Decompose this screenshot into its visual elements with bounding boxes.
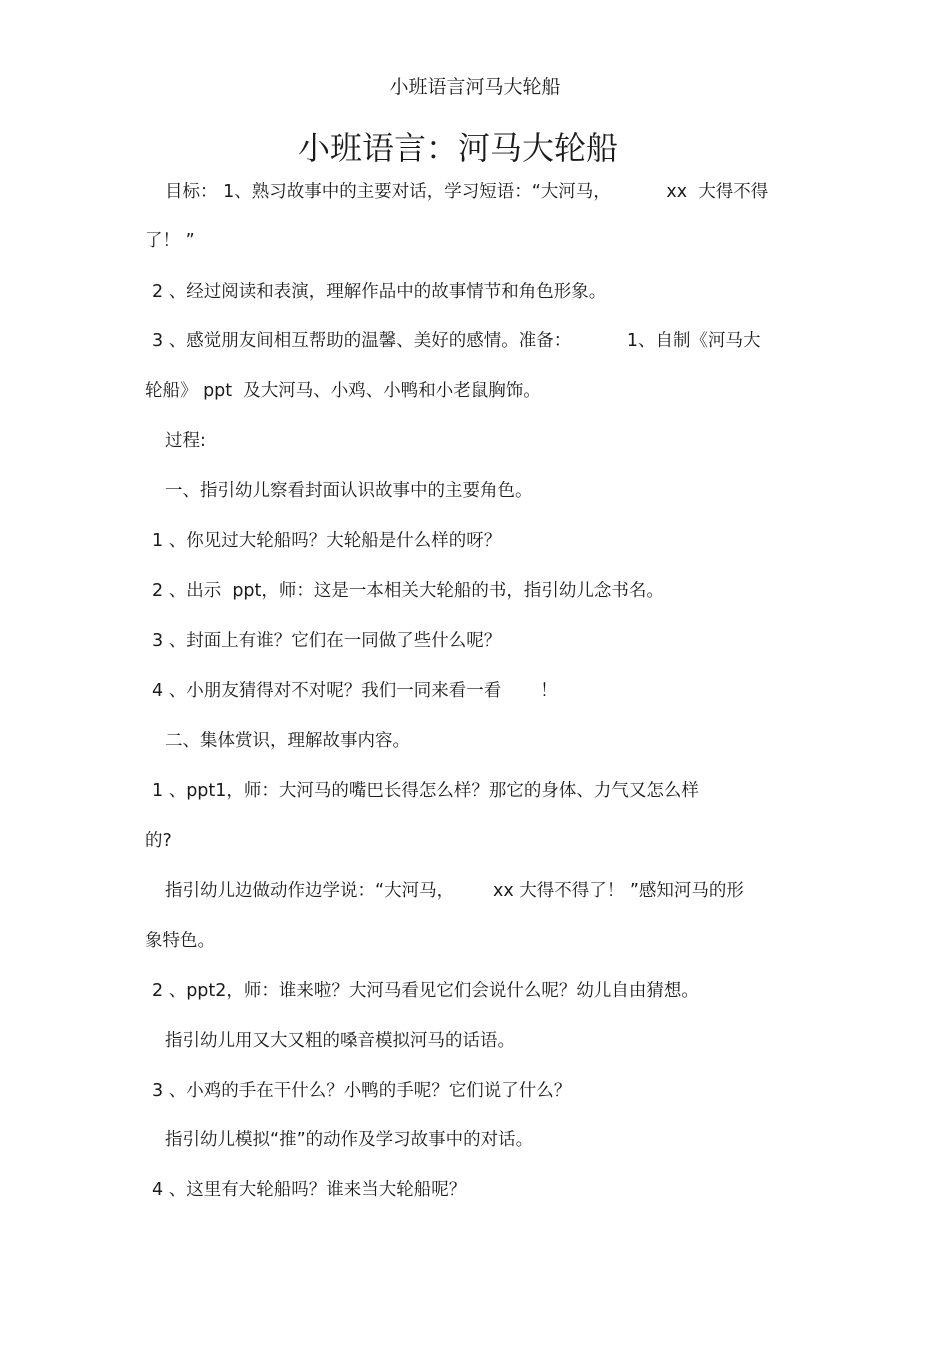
paragraph-line: 轮船》 ppt 及大河马、小鸡、小鸭和小老鼠胸饰。 <box>145 381 541 401</box>
paragraph-line: 二、集体赏识，理解故事内容。 <box>165 731 410 751</box>
paragraph-line: 4 、这里有大轮船吗？谁来当大轮船呢？ <box>152 1180 467 1200</box>
paragraph-line: 目标： 1、熟习故事中的主要对话，学习短语：“大河马， xx 大得不得 <box>165 182 769 202</box>
paragraph-line: 2 、ppt2，师：谁来啦？大河马看见它们会说什么呢？幼儿自由猜想。 <box>152 981 699 1001</box>
paragraph-line: 指引幼儿边做动作边学说：“大河马， xx 大得不得了！ ”感知河马的形 <box>165 881 744 901</box>
paragraph-line: 2 、经过阅读和表演，理解作品中的故事情节和角色形象。 <box>152 282 607 302</box>
paragraph-line: 了！ ” <box>145 231 195 251</box>
paragraph-line: 3 、感觉朋友间相互帮助的温馨、美好的感情。准备： 1、自制《河马大 <box>152 331 761 351</box>
paragraph-line: 3 、封面上有谁？它们在一同做了些什么呢？ <box>152 631 502 651</box>
paragraph-line: 4 、小朋友猜得对不对呢？我们一同来看一看 ！ <box>152 681 558 701</box>
paragraph-line: 1 、你见过大轮船吗？大轮船是什么样的呀？ <box>152 531 502 551</box>
paragraph-line: 的? <box>145 831 172 851</box>
paragraph-line: 指引幼儿模拟“推”的动作及学习故事中的对话。 <box>165 1130 534 1150</box>
paragraph-line: 2 、出示 ppt，师：这是一本相关大轮船的书，指引幼儿念书名。 <box>152 581 664 601</box>
paragraph-line: 象特色。 <box>145 931 215 951</box>
paragraph-line: 过程: <box>165 431 206 451</box>
paragraph-line: 一、指引幼儿察看封面认识故事中的主要角色。 <box>165 481 533 501</box>
document-title: 小班语言：河马大轮船 <box>297 129 618 167</box>
paragraph-line: 指引幼儿用又大又粗的嗓音模拟河马的话语。 <box>165 1031 515 1051</box>
paragraph-line: 3 、小鸡的手在干什么？小鸭的手呢？它们说了什么？ <box>152 1081 572 1101</box>
page-header: 小班语言河马大轮船 <box>389 76 561 98</box>
paragraph-line: 1 、ppt1，师：大河马的嘴巴长得怎么样？那它的身体、力气又怎么样 <box>152 781 699 801</box>
